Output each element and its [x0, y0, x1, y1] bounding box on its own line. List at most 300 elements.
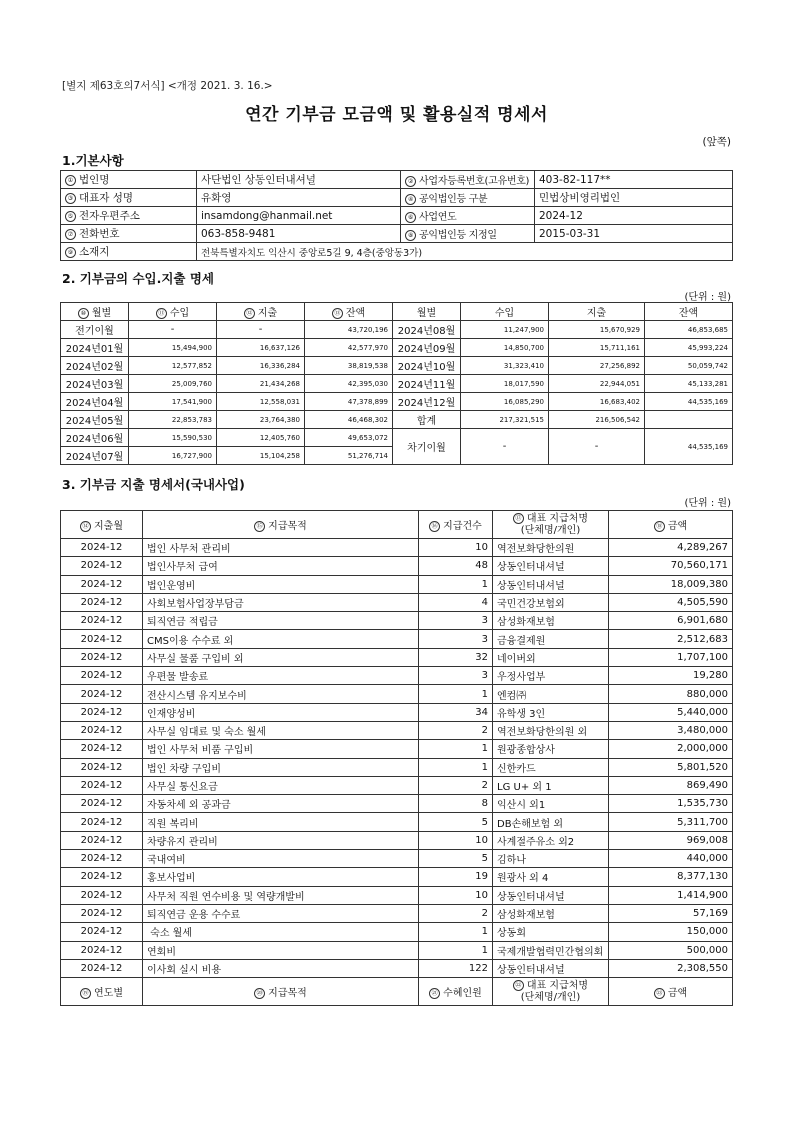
col-header-text: 지급목적 — [268, 988, 307, 1000]
balance-cell — [305, 411, 393, 429]
carry-month-cell-text: 차기이월 — [407, 443, 446, 454]
carry-expense-cell-text: - — [594, 441, 599, 452]
expense-cell — [217, 339, 305, 357]
month-cell — [61, 959, 143, 977]
recipient-cell — [493, 630, 609, 648]
item-number-marker: ㉑ — [429, 988, 440, 999]
month-cell — [61, 648, 143, 666]
col-header — [61, 978, 143, 1006]
month-cell — [61, 393, 129, 411]
field-value-text: 유화영 — [201, 192, 232, 204]
col-header-text: 금액 — [667, 988, 688, 1000]
income-cell-text: 25,009,760 — [171, 379, 212, 388]
amount-cell-text: 440,000 — [686, 853, 728, 865]
month-cell-text: 2024년05월 — [65, 416, 124, 427]
field-label — [61, 207, 197, 225]
recipient-cell — [493, 868, 609, 886]
purpose-cell-text: 퇴직연금 운용 수수료 — [147, 910, 241, 922]
amount-cell-text: 969,008 — [686, 834, 728, 846]
balance-cell — [305, 429, 393, 447]
income-cell — [461, 393, 549, 411]
table-row — [61, 776, 733, 794]
month-cell — [393, 321, 461, 339]
item-number-marker: ⑥ — [405, 212, 416, 223]
field-value — [535, 207, 733, 225]
income-expense-table — [60, 302, 733, 465]
table-row — [61, 225, 733, 243]
recipient-cell-text: 금융결제원 — [497, 635, 546, 647]
month-cell-text: 2024-12 — [80, 962, 123, 974]
amount-cell-text: 869,490 — [686, 780, 728, 791]
balance-cell — [305, 375, 393, 393]
month-cell-text: 2024-12 — [80, 597, 123, 609]
item-number-marker: ⑧ — [405, 230, 416, 241]
count-cell-text: 1 — [481, 578, 488, 590]
count-cell — [419, 776, 493, 794]
income-cell-text: 15,494,900 — [171, 343, 212, 352]
field-label — [401, 207, 535, 225]
month-cell — [61, 411, 129, 429]
amount-cell — [609, 685, 733, 703]
front-side-label: (앞쪽) — [702, 136, 731, 148]
amount-cell — [609, 667, 733, 685]
amount-cell-text: 1,535,730 — [677, 798, 728, 810]
month-cell — [61, 685, 143, 703]
month-cell-text: 2024년11월 — [397, 380, 456, 391]
income-cell-text: 16,085,290 — [503, 397, 544, 406]
income-cell — [129, 339, 217, 357]
col-header-text: 지출월 — [94, 521, 123, 532]
balance-cell — [305, 393, 393, 411]
month-cell-text: 2024-12 — [80, 706, 123, 718]
item-number-marker: ⑰ — [513, 513, 524, 524]
amount-cell-text: 4,505,590 — [677, 597, 728, 609]
recipient-cell-text: 엔컴㈜ — [497, 690, 527, 702]
count-cell — [419, 868, 493, 886]
table-row — [61, 339, 733, 357]
recipient-cell-text: 상동인터내셔널 — [497, 891, 565, 903]
income-cell — [461, 321, 549, 339]
table-row — [61, 171, 733, 189]
month-cell — [61, 557, 143, 575]
balance-cell — [645, 321, 733, 339]
count-cell-text: 48 — [475, 560, 488, 572]
count-cell-text: 3 — [481, 633, 488, 645]
basic-info-table — [60, 170, 733, 261]
table-row — [61, 721, 733, 739]
count-cell-text: 122 — [468, 962, 488, 974]
col-header-text: 연도별 — [94, 988, 123, 1000]
month-cell — [61, 593, 143, 611]
balance-cell — [645, 339, 733, 357]
table-row — [61, 868, 733, 886]
purpose-cell — [143, 904, 419, 922]
col-header-text: 월별 — [416, 308, 437, 319]
purpose-cell — [143, 941, 419, 959]
count-cell — [419, 630, 493, 648]
table-row — [61, 243, 733, 261]
recipient-cell — [493, 959, 609, 977]
recipient-cell-text: 역전보화당한의원 — [497, 544, 575, 556]
field-value-text: insamdong@hanmail.net — [201, 209, 333, 222]
col-header-text: 지출 — [257, 308, 278, 319]
count-cell-text: 2 — [481, 908, 488, 920]
expense-cell-text: 216,506,542 — [595, 415, 640, 424]
item-number-marker: ⑫ — [244, 308, 255, 319]
balance-cell-text: 45,993,224 — [687, 343, 728, 352]
table-row — [61, 703, 733, 721]
field-value — [197, 225, 401, 243]
field-label — [61, 189, 197, 207]
amount-cell-text: 3,480,000 — [677, 725, 728, 737]
balance-cell-text: 47,378,899 — [347, 397, 388, 406]
expense-cell — [217, 447, 305, 465]
table-row — [61, 923, 733, 941]
amount-cell-text: 1,707,100 — [677, 651, 728, 663]
col-header — [609, 511, 733, 539]
month-cell — [61, 612, 143, 630]
income-cell-text: 12,577,852 — [171, 361, 212, 370]
count-cell — [419, 850, 493, 868]
table-row — [61, 904, 733, 922]
count-cell — [419, 795, 493, 813]
col-header-text: 잔액 — [345, 308, 366, 319]
expense-cell — [217, 393, 305, 411]
income-cell — [129, 429, 217, 447]
recipient-cell — [493, 721, 609, 739]
count-cell — [419, 941, 493, 959]
field-value — [197, 189, 401, 207]
count-cell — [419, 813, 493, 831]
amount-cell — [609, 575, 733, 593]
recipient-cell — [493, 575, 609, 593]
field-label — [401, 225, 535, 243]
recipient-cell — [493, 923, 609, 941]
expense-cell — [549, 321, 645, 339]
month-cell-text: 2024-12 — [80, 889, 123, 901]
item-number-marker: ⑪ — [156, 308, 167, 319]
count-cell — [419, 721, 493, 739]
purpose-cell-text: 자동차세 외 공과금 — [147, 800, 231, 812]
amount-cell-text: 150,000 — [686, 926, 728, 938]
expense-cell-text: - — [258, 324, 263, 335]
month-cell-text: 2024-12 — [80, 743, 123, 755]
income-cell — [129, 393, 217, 411]
count-cell — [419, 575, 493, 593]
col-header — [549, 303, 645, 321]
count-cell-text: 2 — [481, 780, 488, 791]
month-cell-text: 2024년02월 — [65, 362, 124, 373]
recipient-cell — [493, 886, 609, 904]
month-cell — [61, 923, 143, 941]
table-row — [61, 813, 733, 831]
count-cell — [419, 886, 493, 904]
count-cell-text: 5 — [481, 853, 488, 865]
amount-cell-text: 1,414,900 — [677, 889, 728, 901]
expense-cell — [217, 411, 305, 429]
purpose-cell — [143, 648, 419, 666]
recipient-cell-text: 상동인터내셔널 — [497, 964, 565, 976]
item-number-marker: ④ — [405, 194, 416, 205]
balance-cell — [305, 321, 393, 339]
balance-cell-text: 42,395,030 — [347, 379, 388, 388]
table-row — [61, 429, 733, 447]
table-row — [61, 375, 733, 393]
income-cell — [461, 411, 549, 429]
month-cell-text: 전기이월 — [75, 326, 114, 337]
month-cell — [61, 868, 143, 886]
income-cell-text: 18,017,590 — [503, 379, 544, 388]
balance-cell-text: 38,819,538 — [347, 361, 388, 370]
item-number-marker: ② — [405, 176, 416, 187]
recipient-cell-text: LG U+ 외 1 — [497, 782, 552, 793]
expense-cell — [549, 411, 645, 429]
expense-cell — [549, 357, 645, 375]
field-label — [61, 225, 197, 243]
recipient-cell — [493, 813, 609, 831]
field-value-text: 2015-03-31 — [539, 227, 601, 240]
recipient-cell — [493, 685, 609, 703]
balance-cell — [305, 447, 393, 465]
field-label — [401, 189, 535, 207]
count-cell-text: 3 — [481, 670, 488, 682]
purpose-cell-text: 홍보사업비 — [147, 873, 196, 885]
expense-cell-text: 27,256,892 — [599, 361, 640, 370]
count-cell — [419, 923, 493, 941]
month-cell-text: 2024년01월 — [65, 344, 124, 355]
month-cell-text: 2024-12 — [80, 560, 123, 572]
field-value — [197, 171, 401, 189]
table-header-row — [61, 511, 733, 539]
balance-cell-text: 49,653,072 — [347, 433, 388, 442]
purpose-cell — [143, 557, 419, 575]
month-cell — [61, 357, 129, 375]
amount-cell-text: 57,169 — [693, 908, 728, 920]
month-cell-text: 2024-12 — [80, 670, 123, 682]
carry-month-cell — [393, 429, 461, 465]
count-cell — [419, 685, 493, 703]
count-cell-text: 2 — [481, 725, 488, 737]
col-header-text: 대표 지급처명 — [526, 513, 589, 525]
count-cell-text: 1 — [481, 688, 488, 700]
table-header-row — [61, 303, 733, 321]
expense-cell-text: 12,558,031 — [259, 397, 300, 406]
month-cell-text: 2024년10월 — [397, 362, 456, 373]
carry-income-cell-text: - — [502, 441, 507, 452]
carry-income-cell — [461, 429, 549, 465]
field-value — [535, 171, 733, 189]
field-value-text: 2024-12 — [539, 209, 583, 222]
count-cell — [419, 612, 493, 630]
amount-cell-text: 8,377,130 — [677, 871, 728, 883]
expense-cell-text: 15,670,929 — [599, 325, 640, 334]
purpose-cell-text: 이사회 실시 비용 — [147, 964, 221, 976]
recipient-cell-text: 삼성화재보험 — [497, 910, 555, 922]
section2-title: 2. 기부금의 수입.지출 명세 — [62, 271, 215, 286]
table-row — [61, 557, 733, 575]
table-row — [61, 850, 733, 868]
income-cell-text: 15,590,530 — [171, 433, 212, 442]
count-cell-text: 34 — [475, 706, 488, 718]
month-cell-text: 2024-12 — [80, 816, 123, 828]
table-row — [61, 795, 733, 813]
purpose-cell — [143, 630, 419, 648]
col-header — [143, 511, 419, 539]
count-cell-text: 1 — [481, 926, 488, 938]
month-cell — [61, 339, 129, 357]
purpose-cell-text: 숙소 월세 — [147, 928, 192, 940]
field-value-text: 403-82-117** — [539, 173, 611, 186]
month-cell — [393, 393, 461, 411]
item-number-marker: ① — [65, 175, 76, 186]
recipient-cell-text: 사계절주유소 외2 — [497, 836, 575, 848]
month-cell — [393, 357, 461, 375]
field-label — [401, 171, 535, 189]
count-cell-text: 1 — [481, 944, 488, 956]
month-cell — [61, 721, 143, 739]
purpose-cell-text: 법인 사무처 비품 구입비 — [147, 745, 254, 757]
expense-cell — [549, 393, 645, 411]
purpose-cell-text: 사무실 통신요금 — [147, 782, 218, 793]
month-cell — [61, 575, 143, 593]
field-label-text: 전자우편주소 — [79, 210, 140, 222]
amount-cell — [609, 703, 733, 721]
count-cell-text: 3 — [481, 615, 488, 627]
col-header — [393, 303, 461, 321]
amount-cell-text: 70,560,171 — [670, 560, 728, 572]
amount-cell-text: 18,009,380 — [670, 578, 728, 590]
table-row — [61, 575, 733, 593]
table-row — [61, 685, 733, 703]
count-cell — [419, 904, 493, 922]
month-cell — [61, 630, 143, 648]
col-header — [61, 303, 129, 321]
income-cell — [129, 321, 217, 339]
col-header — [129, 303, 217, 321]
field-label-text: 공익법인등 구분 — [419, 194, 488, 205]
field-label — [61, 243, 197, 261]
amount-cell — [609, 941, 733, 959]
expense-cell — [217, 321, 305, 339]
month-cell-text: 2024-12 — [80, 633, 123, 645]
recipient-cell-text: 김하나 — [497, 855, 526, 867]
amount-cell — [609, 904, 733, 922]
purpose-cell — [143, 886, 419, 904]
col-header-subtext: (단체명/개인) — [520, 991, 581, 1003]
expense-cell — [549, 375, 645, 393]
purpose-cell-text: 법인 차량 구입비 — [147, 763, 221, 775]
purpose-cell-text: 퇴직연금 적립금 — [147, 617, 218, 629]
month-cell — [61, 740, 143, 758]
carry-balance-cell-text: 44,535,169 — [687, 442, 728, 451]
purpose-cell — [143, 959, 419, 977]
section3-unit: (단위 : 원) — [684, 498, 731, 509]
balance-cell-text: 45,133,281 — [687, 379, 728, 388]
purpose-cell-text: 연회비 — [147, 946, 176, 958]
amount-cell-text: 2,308,550 — [677, 962, 728, 974]
balance-cell-text: 46,468,302 — [347, 415, 388, 424]
table-row — [61, 758, 733, 776]
purpose-cell — [143, 758, 419, 776]
item-number-marker: ⑮ — [254, 521, 265, 532]
field-value-text: 063-858-9481 — [201, 227, 276, 240]
month-cell-text: 2024년08월 — [397, 326, 456, 337]
amount-cell-text: 5,311,700 — [677, 816, 728, 828]
expense-cell-text: 15,711,161 — [599, 343, 640, 352]
month-cell — [393, 411, 461, 429]
income-cell — [461, 357, 549, 375]
recipient-cell — [493, 740, 609, 758]
col-header — [419, 511, 493, 539]
col-header — [305, 303, 393, 321]
purpose-cell-text: 차량유지 관리비 — [147, 836, 218, 848]
recipient-cell — [493, 648, 609, 666]
income-cell — [461, 375, 549, 393]
table-row — [61, 539, 733, 557]
count-cell-text: 8 — [481, 798, 488, 810]
month-cell-text: 2024년03월 — [65, 380, 124, 391]
count-cell-text: 10 — [475, 889, 488, 901]
expense-cell-text: 15,104,258 — [259, 451, 300, 460]
month-cell-text: 2024-12 — [80, 725, 123, 737]
purpose-cell — [143, 685, 419, 703]
expense-cell-text: 12,405,760 — [259, 433, 300, 442]
field-label-text: 전화번호 — [79, 228, 120, 240]
purpose-cell-text: 전산시스템 유지보수비 — [147, 690, 247, 702]
col-header-text: 대표 지급처명 — [526, 980, 589, 992]
count-cell — [419, 740, 493, 758]
amount-cell — [609, 850, 733, 868]
col-header-text: 잔액 — [678, 308, 699, 319]
purpose-cell — [143, 868, 419, 886]
expense-cell-text: 16,637,126 — [259, 343, 300, 352]
count-cell-text: 19 — [475, 871, 488, 883]
table-row — [61, 321, 733, 339]
income-cell-text: 31,323,410 — [503, 361, 544, 370]
month-cell-text: 2024-12 — [80, 853, 123, 865]
expense-cell-text: 16,336,284 — [259, 361, 300, 370]
income-cell-text: 22,853,783 — [171, 415, 212, 424]
purpose-cell-text: 인재양성비 — [147, 708, 196, 720]
expense-cell — [217, 375, 305, 393]
item-number-marker: ⑩ — [78, 308, 89, 319]
count-cell — [419, 648, 493, 666]
col-header-subtext: (단체명/개인) — [520, 524, 581, 536]
field-value-text: 전북특별자치도 익산시 중앙로5길 9, 4층(중앙동3가) — [201, 247, 423, 259]
purpose-cell — [143, 612, 419, 630]
month-cell-text: 2024년09월 — [397, 344, 456, 355]
amount-cell — [609, 539, 733, 557]
recipient-cell — [493, 667, 609, 685]
amount-cell — [609, 923, 733, 941]
count-cell-text: 10 — [475, 542, 488, 554]
purpose-cell-text: 직원 복리비 — [147, 818, 199, 830]
recipient-cell-text: 국민건강보험외 — [497, 599, 565, 611]
balance-cell-text: 51,276,714 — [347, 451, 388, 460]
amount-cell — [609, 868, 733, 886]
month-cell — [61, 429, 129, 447]
amount-cell — [609, 593, 733, 611]
balance-cell-text: 50,059,742 — [687, 361, 728, 370]
balance-cell — [645, 357, 733, 375]
col-header-text: 금액 — [667, 521, 688, 532]
item-number-marker: ㉒ — [513, 980, 524, 991]
month-cell — [61, 886, 143, 904]
amount-cell — [609, 648, 733, 666]
count-cell — [419, 667, 493, 685]
recipient-cell-text: 상동인터내셔널 — [497, 580, 565, 592]
recipient-cell — [493, 904, 609, 922]
